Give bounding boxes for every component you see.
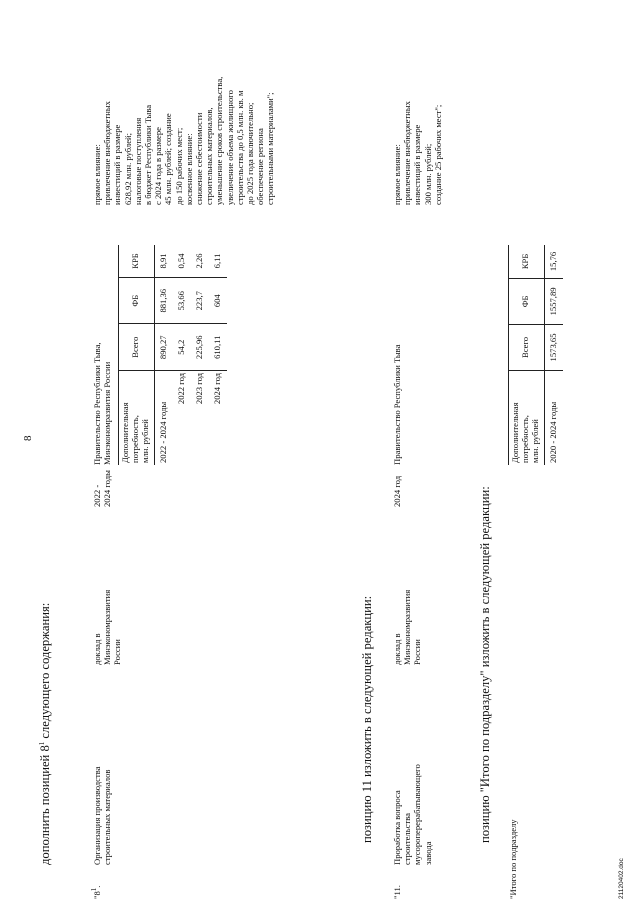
- section2-executors: Правительство Республики Тыва: [392, 344, 402, 465]
- section3-financing-table: [508, 245, 563, 465]
- krb-cell: 15,76: [544, 245, 563, 278]
- period-cell: 2022 - 2024 годы: [157, 401, 168, 463]
- section1-report-form: доклад в Минэкономразвития России: [92, 589, 123, 665]
- krb-cell: 0,54: [173, 245, 191, 277]
- fb-cell: 223,7: [191, 277, 209, 324]
- section1-effect: прямое влияние: привлечение внебюджетных инвестиций в размере 628,92 млн. рублей; налоговые поступления в бюджет Республики Тыва с 2024 года в размере 45 млн. рублей; создание до 150 рабочих мест; косвенное влияние: снижение себестоимости строительных материалов, уменьшение сроков строительства, увеличение объема жилищного строительства до 0,5 млн. кв. м до 2025 года включительно; обеспечение региона строительными материалами";: [92, 76, 276, 205]
- section1-event-name: Организация производства строительных материалов: [92, 766, 113, 865]
- fb-cell: 881,36: [154, 277, 173, 324]
- header-need-line: потребность,: [520, 415, 531, 463]
- period-cell: 2023 год: [194, 373, 205, 405]
- section1-position-number: "$8^1$.: [90, 885, 102, 899]
- section2-event-name: Проработка вопроса строительства мусороперерабатывающего завода: [392, 764, 433, 865]
- table-row: [173, 245, 191, 465]
- header-need: [119, 371, 155, 466]
- section1-intro: дополнить позицией $8^1$ следующего содержания:: [37, 602, 52, 865]
- section3-subtotal-label: "Итого по подразделу: [508, 819, 518, 899]
- header-need-line: млн. рублей: [530, 419, 541, 463]
- fb-cell: 604: [209, 277, 227, 324]
- header-total: Всего: [119, 324, 155, 371]
- section1-financing-table: [118, 245, 227, 465]
- section2-position-number: "11.: [392, 885, 402, 899]
- header-total: Всего: [509, 324, 545, 370]
- total-cell: 1573,65: [544, 324, 563, 370]
- krb-cell: 6,11: [209, 245, 227, 277]
- header-need-line: Дополнительная: [510, 402, 520, 463]
- krb-cell: 8,91: [154, 245, 173, 277]
- table-row: [209, 245, 227, 465]
- section1-executors: Правительство Республики Тыва, Минэкономразвития России: [92, 342, 113, 465]
- header-krb: КРБ: [509, 245, 545, 278]
- header-fb: ФБ: [119, 277, 155, 324]
- header-need: [509, 371, 545, 466]
- header-need-line: млн. рублей: [140, 419, 151, 463]
- section2-report-form: доклад в Минэкономразвития России: [392, 589, 423, 665]
- krb-cell: 2,26: [191, 245, 209, 277]
- table-row: [544, 245, 563, 465]
- section2-term: 2024 год: [392, 475, 402, 507]
- period-cell: 2020 - 2024 годы: [547, 401, 558, 463]
- section2-effect: прямое влияние: привлечение внебюджетных инвестиций в размере 300 млн. рублей; создание 25 рабочих мест";: [392, 101, 443, 205]
- section2-intro: позицию 11 изложить в следующей редакции:: [360, 595, 374, 843]
- period-cell: 2022 год: [175, 373, 186, 405]
- period-cell: 2024 год: [212, 373, 223, 405]
- fb-cell: 1557,89: [544, 278, 563, 324]
- section1-term: 2022 - 2024 годы: [92, 470, 113, 507]
- header-need-line: потребность,: [130, 415, 141, 463]
- page-number: 8: [22, 435, 34, 441]
- table-row: [154, 245, 173, 465]
- header-krb: КРБ: [119, 245, 155, 277]
- section3-intro: позицию "Итого по подразделу" изложить в следующей редакции:: [478, 486, 492, 843]
- fb-cell: 53,66: [173, 277, 191, 324]
- table-row: [191, 245, 209, 465]
- footer-filename: 21120402.doc: [618, 858, 625, 899]
- total-cell: 610,11: [209, 324, 227, 371]
- header-need-line: Дополнительная: [120, 402, 130, 463]
- header-fb: ФБ: [509, 278, 545, 324]
- total-cell: 54,2: [173, 324, 191, 371]
- total-cell: 890,27: [154, 324, 173, 371]
- total-cell: 225,96: [191, 324, 209, 371]
